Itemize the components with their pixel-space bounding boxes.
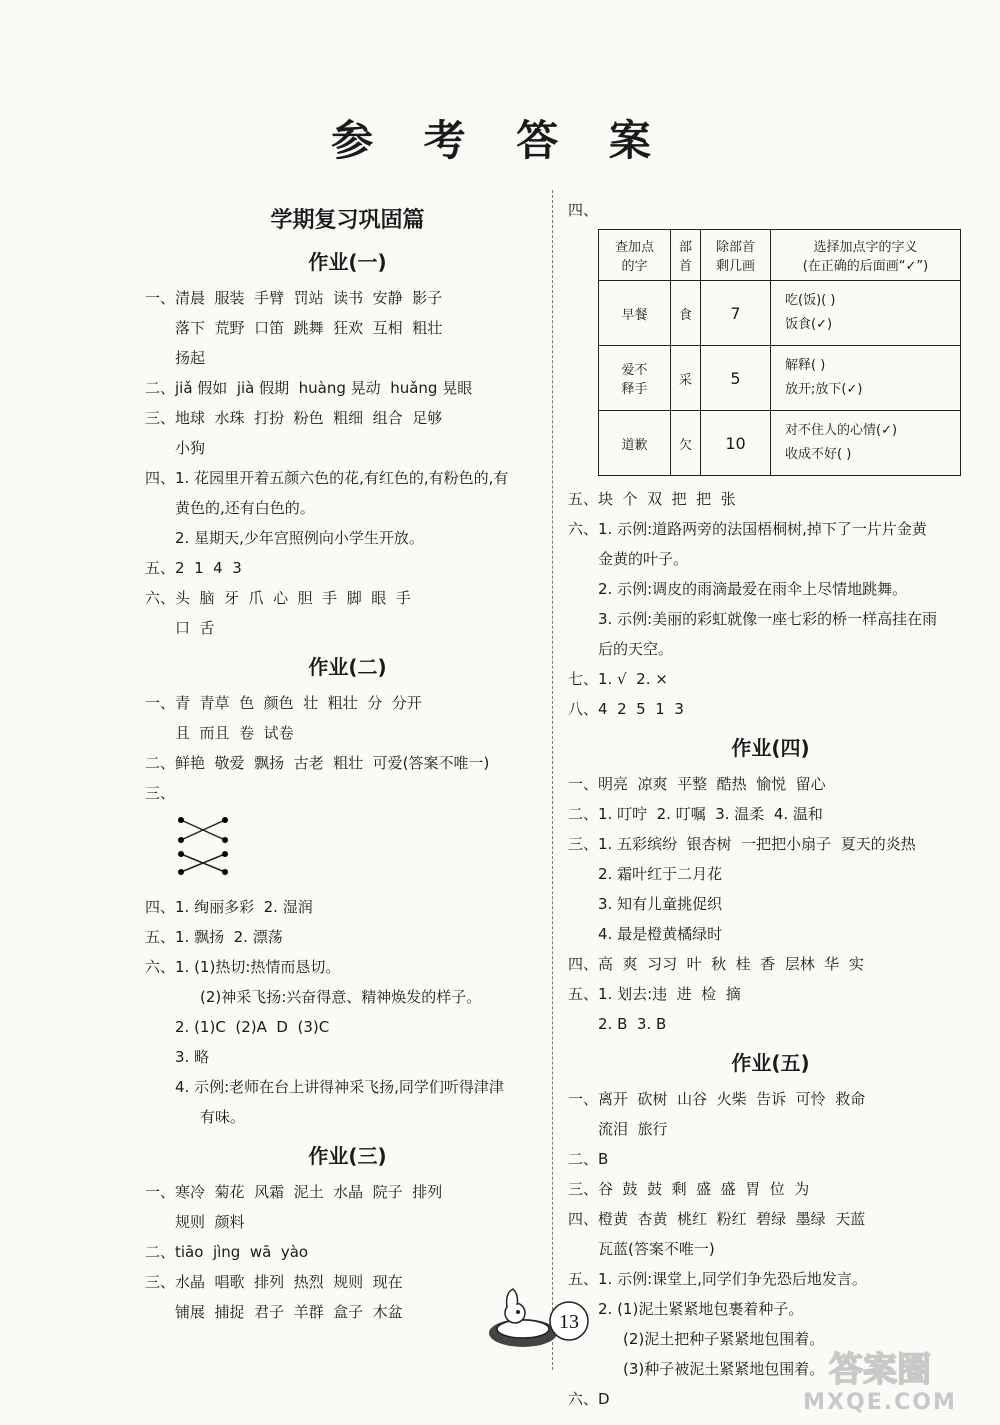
section-title: 作业(四): [731, 736, 810, 760]
table-cell-meanings: [771, 346, 961, 411]
answer-line: 五、1. 示例:课堂上,同学们争先恐后地发言。: [568, 1270, 867, 1288]
answer-line: (2)泥土把种子紧紧地包围着。: [623, 1330, 825, 1348]
page-title: 参 考 答 案: [331, 116, 669, 165]
answer-line: 六、D: [568, 1390, 610, 1408]
table-cell-strokes: 10: [701, 411, 771, 476]
answer-line: 六、1. (1)热切:热情而恳切。: [145, 958, 341, 976]
answer-line: 黄色的,还有白色的。: [175, 499, 315, 517]
right-column: [568, 195, 973, 1414]
answer-line: 五、1. 飘扬 2. 漂荡: [145, 928, 283, 946]
answer-line: 4. 示例:老师在台上讲得神采飞扬,同学们听得津津: [175, 1078, 504, 1096]
table-cell-char: 早餐: [599, 281, 671, 346]
answer-line: 流泪 旅行: [598, 1120, 668, 1138]
table-cell-radical: 采: [671, 346, 701, 411]
answer-line: 3. 略: [175, 1048, 210, 1066]
section-title: 作业(一): [308, 250, 387, 274]
answer-line: 2. (1)C (2)A D (3)C: [175, 1018, 330, 1036]
answer-line: 口 舌: [175, 619, 215, 637]
answer-line: 三、1. 五彩缤纷 银杏树 一把把小扇子 夏天的炎热: [568, 835, 916, 853]
table-header-cell: 查加点 的字: [599, 230, 671, 281]
table-row: [599, 346, 961, 411]
answer-line: 一、清晨 服装 手臂 罚站 读书 安静 影子: [145, 289, 443, 307]
meaning-option: 解释( ): [785, 358, 826, 373]
answer-line: 落下 荒野 口笛 跳舞 狂欢 互相 粗壮: [175, 319, 443, 337]
meaning-option: 收成不好( ): [785, 447, 852, 462]
column-divider: [552, 190, 553, 1370]
answer-line: 有味。: [200, 1108, 246, 1126]
answer-line: 四、1. 绚丽多彩 2. 湿润: [145, 898, 313, 916]
table-cell-radical: 食: [671, 281, 701, 346]
answer-line: 二、1. 叮咛 2. 叮嘱 3. 温柔 4. 温和: [568, 805, 823, 823]
mascot-icon: [489, 1289, 557, 1347]
page-number-badge: [485, 1285, 595, 1355]
answer-line: 二、tiāo jìng wā yào: [145, 1243, 309, 1261]
answer-line: 2. (1)泥土紧紧地包裹着种子。: [598, 1300, 804, 1318]
answer-line: 六、1. 示例:道路两旁的法国梧桐树,掉下了一片片金黄: [568, 520, 927, 538]
answer-line: 金黄的叶子。: [598, 550, 689, 568]
answer-line: 五、1. 划去:违 进 检 摘: [568, 985, 741, 1003]
table-header-cell: 选择加点字的字义 (在正确的后面画“✓”): [771, 230, 961, 281]
answer-line: 3. 示例:美丽的彩虹就像一座七彩的桥一样高挂在雨: [598, 610, 938, 628]
table-row: [599, 281, 961, 346]
answer-line: 一、寒冷 菊花 风霜 泥土 水晶 院子 排列: [145, 1183, 443, 1201]
answer-table: [598, 229, 961, 476]
answer-line: 3. 知有儿童挑促织: [598, 895, 723, 913]
table-cell-char: 爱不 释手: [599, 346, 671, 411]
section-title: 作业(二): [308, 655, 387, 679]
answer-line: 八、4 2 5 1 3: [568, 700, 684, 718]
answer-line: 后的天空。: [598, 640, 674, 658]
left-column: [145, 195, 550, 1327]
answer-line: 二、B: [568, 1150, 609, 1168]
meaning-option: 吃(饭)( ): [785, 293, 836, 308]
answer-line: 四、1. 花园里开着五颜六色的花,有红色的,有粉色的,有: [145, 469, 509, 487]
answer-line: 2. 霜叶红于二月花: [598, 865, 723, 883]
table-header-cell: 除部首 剩几画: [701, 230, 771, 281]
answer-line: (3)种子被泥土紧紧地包围着。: [623, 1360, 825, 1378]
page-number: 13: [559, 1311, 579, 1333]
answer-line: 五、块 个 双 把 把 张: [568, 490, 736, 508]
answer-line: 五、2 1 4 3: [145, 559, 242, 577]
answer-line: 一、青 青草 色 颜色 壮 粗壮 分 分开: [145, 694, 422, 712]
answer-line: (2)神采飞扬:兴奋得意、精神焕发的样子。: [200, 988, 482, 1006]
table-cell-char: 道歉: [599, 411, 671, 476]
table-cell-meanings: [771, 411, 961, 476]
table-cell-strokes: 7: [701, 281, 771, 346]
answer-line: 二、鲜艳 敬爱 飘扬 古老 粗壮 可爱(答案不唯一): [145, 754, 490, 772]
answer-line: 一、离开 砍树 山谷 火柴 告诉 可怜 救命: [568, 1090, 866, 1108]
watermark-logo: [770, 1345, 990, 1415]
watermark-line1: 答案圈: [829, 1350, 931, 1390]
answer-line: 三、水晶 唱歌 排列 热烈 规则 现在: [145, 1273, 403, 1291]
answer-line: 2. 星期天,少年宫照例向小学生开放。: [175, 529, 424, 547]
answer-line: 且 而且 卷 试卷: [175, 724, 294, 742]
part-title: 学期复习巩固篇: [270, 208, 425, 233]
watermark-line2: MXQE.COM: [803, 1390, 957, 1415]
answer-line: 三、: [145, 784, 176, 802]
answer-line: 铺展 捕捉 君子 羊群 盒子 木盆: [175, 1303, 403, 1321]
answer-line: 扬起: [175, 349, 206, 367]
matching-lines-figure: [175, 812, 235, 880]
answer-line: 规则 颜料: [175, 1213, 245, 1231]
answer-line: 2. B 3. B: [598, 1015, 667, 1033]
meaning-option: 放开;放下(✓): [785, 382, 863, 397]
meaning-option: 饭食(✓): [785, 317, 833, 332]
answer-line: 小狗: [175, 439, 206, 457]
table-cell-strokes: 5: [701, 346, 771, 411]
answer-line: 四、高 爽 习习 叶 秋 桂 香 层林 华 实: [568, 955, 864, 973]
answer-line: 一、明亮 凉爽 平整 酷热 愉悦 留心: [568, 775, 826, 793]
answer-line: 2. 示例:调皮的雨滴最爱在雨伞上尽情地跳舞。: [598, 580, 908, 598]
answer-line: 二、jiǎ 假如 jià 假期 huàng 晃动 huǎng 晃眼: [145, 379, 473, 397]
answer-line: 四、橙黄 杏黄 桃红 粉红 碧绿 墨绿 天蓝: [568, 1210, 866, 1228]
answer-line: 三、地球 水珠 打扮 粉色 粗细 组合 足够: [145, 409, 443, 427]
meaning-option: 对不住人的心情(✓): [785, 423, 898, 438]
section-title: 作业(五): [731, 1051, 810, 1075]
table-row: [599, 411, 961, 476]
answer-line: 瓦蓝(答案不唯一): [598, 1240, 715, 1258]
answer-line: 七、1. √ 2. ×: [568, 670, 668, 688]
answer-line: 三、谷 鼓 鼓 剩 盛 盛 胃 位 为: [568, 1180, 810, 1198]
section-title: 作业(三): [308, 1144, 387, 1168]
answer-line: 六、头 脑 牙 爪 心 胆 手 脚 眼 手: [145, 589, 411, 607]
table-header-cell: 部 首: [671, 230, 701, 281]
table-cell-meanings: [771, 281, 961, 346]
answer-line: 4. 最是橙黄橘绿时: [598, 925, 723, 943]
table-question-label: 四、: [568, 201, 599, 219]
table-cell-radical: 欠: [671, 411, 701, 476]
